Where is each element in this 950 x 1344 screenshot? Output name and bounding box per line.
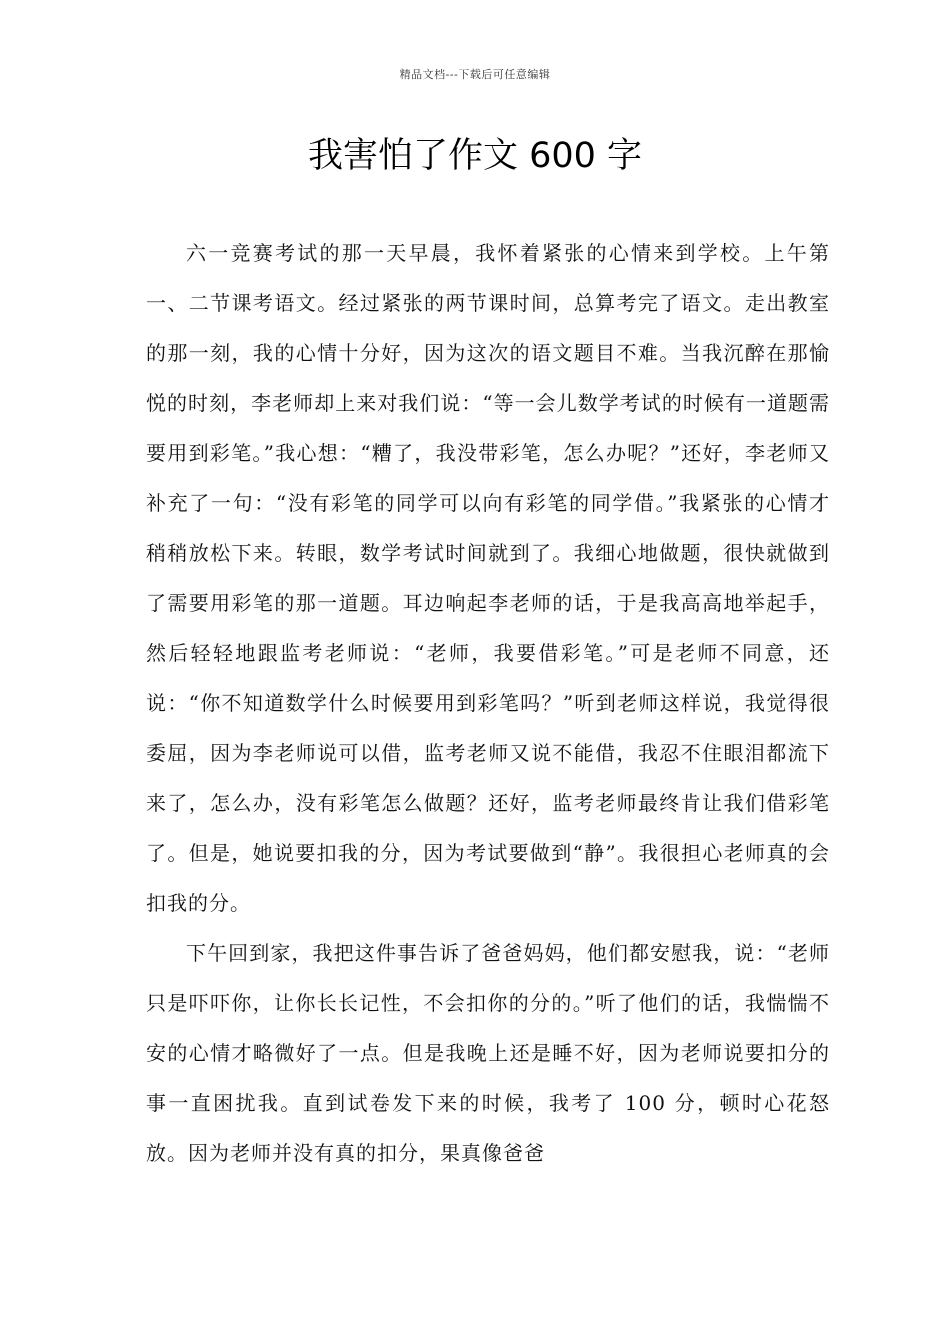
paragraph: 六一竞赛考试的那一天早晨，我怀着紧张的心情来到学校。上午第一、二节课考语文。经过紧张的两节课时间，总算考完了语文。走出教室的那一刻，我的心情十分好，因为这次的语文题目不难。当我沉醉在那愉悦的时刻，李老师却上来对我们说：“等一会儿数学考试的时候有一道题需要用到彩笔。”我心想：“糟了，我没带彩笔，怎么办呢？”还好，李老师又补充了一句：“没有彩笔的同学可以向有彩笔的同学借。”我紧张的心情才稍稍放松下来。转眼，数学考试时间就到了。我细心地做题，很快就做到了需要用彩笔的那一道题。耳边响起李老师的话，于是我高高地举起手，然后轻轻地跟监考老师说：“老师，我要借彩笔。”可是老师不同意，还说：“你不知道数学什么时候要用到彩笔吗？”听到老师这样说，我觉得很委屈，因为李老师说可以借，监考老师又说不能借，我忍不住眼泪都流下来了，怎么办，没有彩笔怎么做题？还好，监考老师最终肯让我们借彩笔了。但是，她说要扣我的分，因为考试要做到“静”。我很担心老师真的会扣我的分。	[146, 241, 830, 915]
page-title: 我害怕了作文 600 字	[307, 136, 643, 176]
paragraph: 下午回到家，我把这件事告诉了爸爸妈妈，他们都安慰我，说：“老师只是吓吓你，让你长长记性，不会扣你的分的。”听了他们的话，我惴惴不安的心情才略微好了一点。但是我晚上还是睡不好，因为老师说要扣分的事一直困扰我。直到试卷发下来的时候，我考了 100 分，顿时心花怒放。因为老师并没有真的扣分，果真像爸爸	[146, 941, 830, 1165]
header-note: 精品文档---下载后可任意编辑	[399, 68, 551, 81]
essay-body	[146, 228, 830, 1178]
